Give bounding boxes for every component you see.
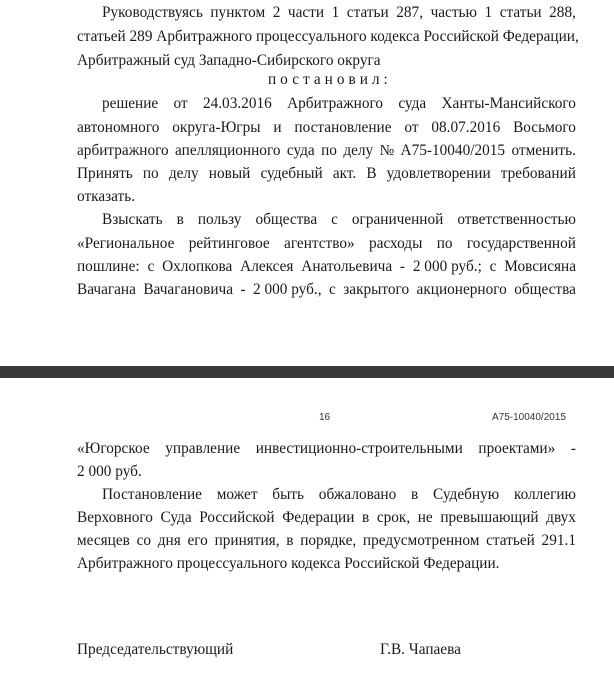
signature-name: Г.В. Чапаева bbox=[380, 641, 461, 658]
word: Верховного bbox=[77, 509, 153, 526]
paragraph-line: статьей 289 Арбитражного процессуального кодекса Российской Федерации, bbox=[77, 28, 579, 45]
word: рейтинговое bbox=[188, 235, 270, 252]
word: по bbox=[436, 235, 453, 252]
word: - bbox=[399, 258, 406, 275]
word: в bbox=[176, 211, 184, 228]
word: Суда bbox=[160, 509, 192, 526]
word: статьи bbox=[346, 4, 389, 21]
word: двух bbox=[546, 509, 576, 526]
signature-role: Председательствующий bbox=[77, 641, 234, 658]
word: превышающий bbox=[440, 509, 539, 526]
resolution-heading: постановил: bbox=[268, 71, 392, 88]
word: с bbox=[489, 258, 497, 275]
word: обжаловано bbox=[318, 486, 397, 503]
word: расходы bbox=[369, 235, 423, 252]
word: Алексея bbox=[240, 258, 294, 275]
word: его bbox=[187, 532, 208, 549]
paragraph-line bbox=[102, 485, 576, 505]
word: решение bbox=[102, 95, 159, 112]
word: акт. bbox=[332, 165, 357, 182]
word: Восьмого bbox=[513, 119, 576, 136]
word: судебный bbox=[260, 165, 323, 182]
word: ограниченной bbox=[351, 211, 444, 228]
word: автономного bbox=[77, 119, 160, 136]
word: 2 000 руб.; bbox=[412, 258, 482, 275]
word: отменить. bbox=[511, 142, 576, 159]
word: Ханты-Мансийского bbox=[441, 95, 576, 112]
word: проектами» bbox=[478, 440, 556, 457]
page-break-divider bbox=[0, 366, 614, 378]
word: 2 000 руб., bbox=[252, 281, 322, 298]
word: с bbox=[331, 211, 338, 228]
word: Взыскать bbox=[102, 211, 163, 228]
paragraph-line: Арбитражного процессуального кодекса Российской Федерации. bbox=[77, 555, 500, 572]
word: пошлине: bbox=[77, 258, 140, 275]
word: 288, bbox=[549, 4, 576, 21]
paragraph-line: Арбитражный суд Западно-Сибирского округа bbox=[77, 52, 381, 69]
word: в bbox=[286, 532, 294, 549]
word: общества bbox=[514, 281, 576, 298]
paragraph-line bbox=[77, 141, 576, 161]
word: быть bbox=[272, 486, 305, 503]
word: частью bbox=[430, 4, 477, 21]
word: Российской bbox=[199, 509, 275, 526]
word: от bbox=[404, 119, 419, 136]
word: А75-10040/2015 bbox=[400, 142, 506, 159]
word: Руководствуясь bbox=[102, 4, 203, 21]
word: по bbox=[142, 165, 159, 182]
paragraph-line bbox=[102, 210, 576, 230]
word: пунктом bbox=[210, 4, 266, 21]
word: принятия, bbox=[214, 532, 280, 549]
paragraph-line bbox=[102, 94, 576, 114]
word: Принять bbox=[77, 165, 133, 182]
paragraph-line bbox=[77, 118, 576, 138]
word: 24.03.2016 bbox=[202, 95, 272, 112]
word: Федерации bbox=[282, 509, 355, 526]
word: В bbox=[366, 165, 377, 182]
word: с bbox=[147, 258, 155, 275]
word: ответственностью bbox=[457, 211, 576, 228]
word: дня bbox=[157, 532, 181, 549]
word: апелляционного bbox=[175, 142, 281, 159]
paragraph-line bbox=[102, 3, 576, 23]
word: общества bbox=[255, 211, 318, 228]
word: управление bbox=[165, 440, 241, 457]
word: не bbox=[417, 509, 433, 526]
document-page-bottom bbox=[0, 378, 614, 679]
page-number: 16 bbox=[319, 412, 331, 423]
paragraph-line: отказать. bbox=[77, 188, 136, 205]
word: Вачагановича bbox=[143, 281, 233, 298]
word: суда bbox=[398, 95, 427, 112]
word: по bbox=[321, 142, 337, 159]
word: удовлетворении bbox=[386, 165, 491, 182]
word: «Югорское bbox=[77, 440, 150, 457]
word: Постановление bbox=[102, 486, 202, 503]
paragraph-line bbox=[77, 280, 576, 300]
word: акционерного bbox=[416, 281, 507, 298]
paragraph-line bbox=[77, 531, 576, 551]
word: срок, bbox=[376, 509, 411, 526]
word: пользу bbox=[197, 211, 242, 228]
word: 2 bbox=[272, 4, 281, 21]
word: месяцев bbox=[77, 532, 130, 549]
word: части bbox=[287, 4, 325, 21]
word: требований bbox=[500, 165, 576, 182]
paragraph-line bbox=[77, 257, 576, 277]
word: новый bbox=[208, 165, 251, 182]
word: - bbox=[240, 281, 246, 298]
word: 287, bbox=[396, 4, 424, 21]
word: делу bbox=[343, 142, 374, 159]
word: округа-Югры bbox=[172, 119, 261, 136]
word: государственной bbox=[466, 235, 576, 252]
word: «Региональное bbox=[77, 235, 175, 252]
word: агентство» bbox=[284, 235, 355, 252]
word: закрытого bbox=[343, 281, 410, 298]
word: - bbox=[570, 440, 576, 457]
word: может bbox=[216, 486, 258, 503]
paragraph-line bbox=[77, 234, 576, 254]
paragraph-line bbox=[77, 439, 576, 459]
word: в bbox=[411, 486, 419, 503]
paragraph-line: 2 000 руб. bbox=[77, 463, 142, 480]
word: № bbox=[379, 142, 395, 159]
word: постановление bbox=[294, 119, 392, 136]
word: статьи bbox=[499, 4, 542, 21]
word: статьей bbox=[486, 532, 535, 549]
paragraph-line bbox=[77, 164, 576, 184]
word: 1 bbox=[331, 4, 340, 21]
word: 291.1 bbox=[541, 532, 576, 549]
word: предусмотренном bbox=[362, 532, 480, 549]
word: порядке, bbox=[300, 532, 357, 549]
word: Арбитражного bbox=[287, 95, 384, 112]
case-number-header: А75-10040/2015 bbox=[492, 412, 566, 423]
word: Мовсисяна bbox=[504, 258, 576, 275]
word: суда bbox=[286, 142, 315, 159]
word: от bbox=[173, 95, 188, 112]
word: Охлопкова bbox=[162, 258, 233, 275]
word: с bbox=[329, 281, 336, 298]
word: арбитражного bbox=[77, 142, 169, 159]
word: делу bbox=[168, 165, 199, 182]
word: коллегию bbox=[513, 486, 576, 503]
word: Судебную bbox=[433, 486, 500, 503]
paragraph-line bbox=[77, 508, 576, 528]
word: со bbox=[136, 532, 152, 549]
word: Вачагана bbox=[77, 281, 136, 298]
word: и bbox=[273, 119, 282, 136]
word: инвестиционно-строительными bbox=[255, 440, 463, 457]
word: 08.07.2016 bbox=[431, 119, 501, 136]
word: 1 bbox=[484, 4, 493, 21]
word: в bbox=[362, 509, 370, 526]
word: Анатольевича bbox=[301, 258, 393, 275]
